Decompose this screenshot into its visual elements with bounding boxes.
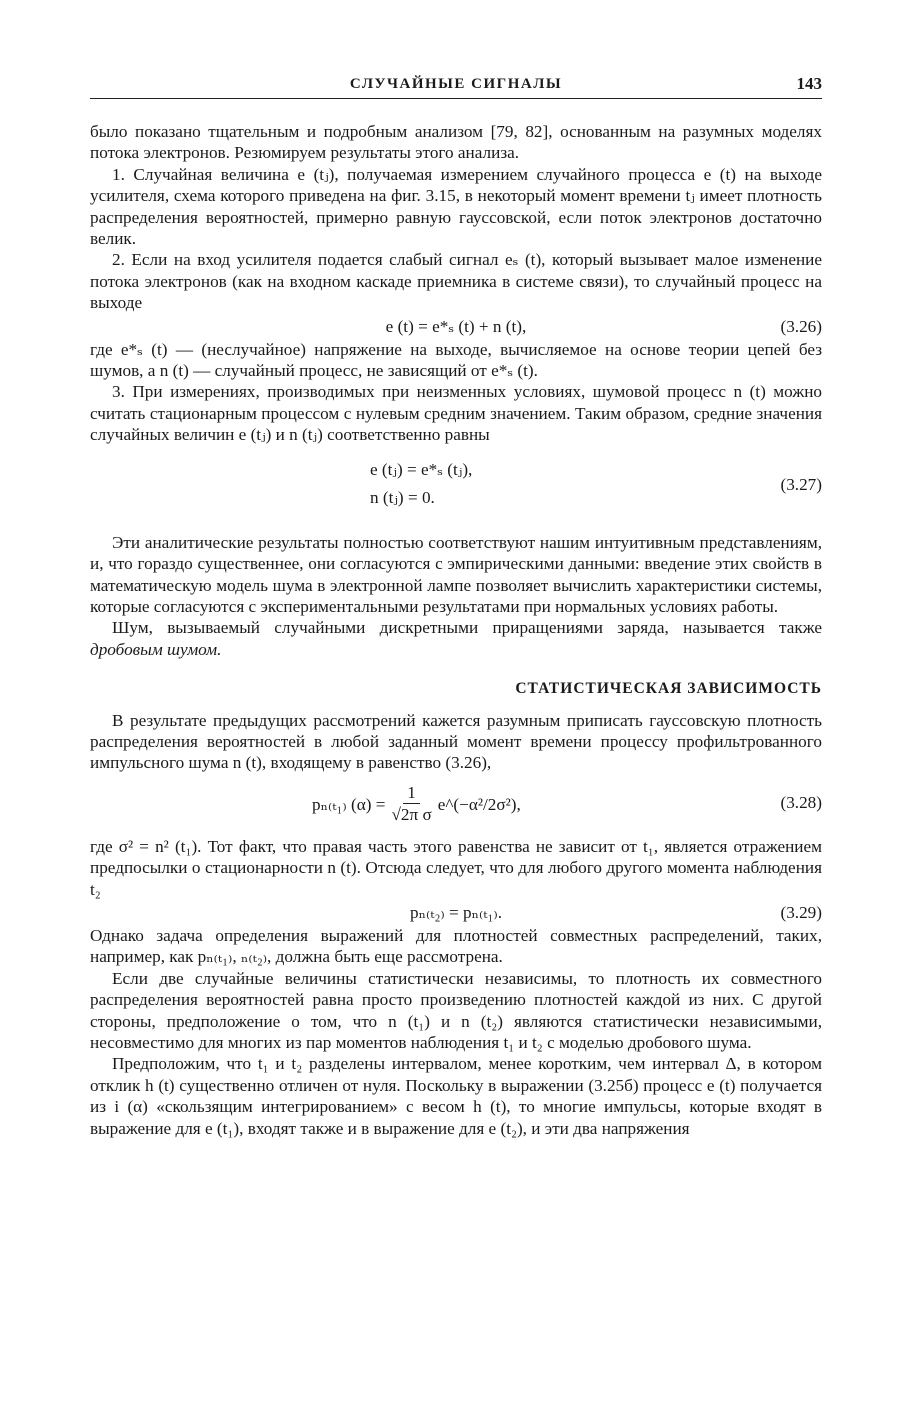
equation-3-28-fraction: [391, 783, 431, 826]
paragraph-1: 1. Случайная величина e (tⱼ), получаемая измерением случайного процесса e (t) на выходе усилителя, схема которого приведена на фиг. 3.15, в некоторый момент времени tⱼ имеет плотность распределения вероятностей, примерно равную гауссовской, если поток электронов достаточно велик.: [90, 164, 822, 249]
paragraph-0: было показано тщательным и подробным анализом [79, 82], основанным на разумных моделях потока электронов. Резюмируем результаты этого анализа.: [90, 122, 822, 163]
paragraph-5: Эти аналитические результаты полностью соответствуют нашим интуитивным представлениям, и, что гораздо существеннее, они согласуются с эмпирическими данными: введение этих свойств в математическую модель шума в электронной лампе позволяет вычислить характеристики системы, которые согласуются с экспериментальными результатами при нормальных условиях работы.: [90, 532, 822, 616]
equation-3-27: [90, 450, 822, 526]
paragraph-6: [90, 617, 822, 660]
book-page: [90, 72, 822, 1139]
equation-3-27-line2: n (tⱼ) = 0.: [370, 487, 435, 507]
equation-3-27-number: (3.27): [780, 474, 822, 494]
page-header: [90, 72, 822, 99]
equation-3-28: [90, 778, 822, 832]
equation-3-28-rhs: e^(−α²/2σ²),: [437, 795, 521, 815]
equation-3-29-body: pₙ₍ₜ₂₎ = pₙ₍ₜ₁₎.: [410, 902, 502, 922]
page-number: 143: [796, 74, 822, 93]
equation-3-26: [90, 314, 822, 339]
equation-3-26-body: e (t) = e*ₛ (t) + n (t),: [385, 316, 527, 336]
equation-3-28-numerator: 1: [403, 783, 420, 804]
paragraph-10: Однако задача определения выражений для плотностей совместных распределений, таких, например, как pₙ₍ₜ₁₎, ₙ₍ₜ₂₎, должна быть еще рассмотрена.: [90, 925, 822, 967]
equation-3-26-number: (3.26): [780, 316, 822, 336]
page-body: [90, 121, 822, 1139]
equation-3-28-denominator: √2π σ: [391, 805, 432, 825]
paragraph-3: где e*ₛ (t) — (неслучайное) напряжение на выходе, вычисляемое на основе теории цепей без шумов, а n (t) — случайный процесс, не зависящий от e*ₛ (t).: [90, 339, 822, 381]
equation-3-28-lhs: pₙ₍ₜ₁₎ (α) =: [312, 795, 386, 815]
equation-3-28-number: (3.28): [780, 792, 822, 812]
running-title: СЛУЧАЙНЫЕ СИГНАЛЫ: [349, 76, 563, 92]
paragraph-9: где σ² = n² (t₁). Тот факт, что правая часть этого равенства не зависит от t₁, является отражением предпосылки о стационарности n (t). Отсюда следует, что для любого другого момента наблюдения t₂: [90, 836, 822, 899]
paragraph-12: Предположим, что t₁ и t₂ разделены интервалом, менее коротким, чем интервал Δ, в котором отклик h (t) существенно отличен от нуля. Поскольку в выражении (3.25б) процесс e (t) получается из i (α) «скользящим интегрированием» с весом h (t), то многие импульсы, которые входят в выражение для e (t₁), входят также и в выражение для e (t₂), и эти два напряжения: [90, 1054, 822, 1138]
section-title: СТАТИСТИЧЕСКАЯ ЗАВИСИМОСТЬ: [515, 680, 822, 698]
shot-noise-term: дробовым шумом.: [90, 639, 222, 659]
equation-3-29-number: (3.29): [780, 902, 822, 922]
paragraph-2: 2. Если на вход усилителя подается слабый сигнал eₛ (t), который вызывает малое изменение потока электронов (как на входном каскаде приемника в системе связи), то случайный процесс на выходе: [90, 250, 822, 313]
paragraph-6-text: Шум, вызываемый случайными дискретными приращениями заряда, называется также: [112, 618, 822, 638]
paragraph-8: В результате предыдущих рассмотрений кажется разумным приписать гауссовскую плотность распределения вероятностей в любой заданный момент времени процессу профильтрованного импульсного шума n (t), входящему в равенство (3.26),: [90, 710, 822, 773]
paragraph-4: 3. При измерениях, производимых при неизменных условиях, шумовой процесс n (t) можно считать стационарным процессом с нулевым средним значением. Таким образом, средние значения случайных величин e (tⱼ) и n (tⱼ) соответственно равны: [90, 382, 822, 445]
paragraph-11: Если две случайные величины статистически независимы, то плотность их совместного распределения вероятностей равна просто произведению плотностей каждой из них. С другой стороны, предположение о том, что n (t₁) и n (t₂) являются статистически независимыми, несовместимо для многих из пар моментов наблюдения t₁ и t₂ с моделью дробового шума.: [90, 968, 822, 1052]
equation-3-27-line1: e (tⱼ) = e*ₛ (tⱼ),: [370, 459, 473, 479]
equation-3-29: [90, 900, 822, 925]
